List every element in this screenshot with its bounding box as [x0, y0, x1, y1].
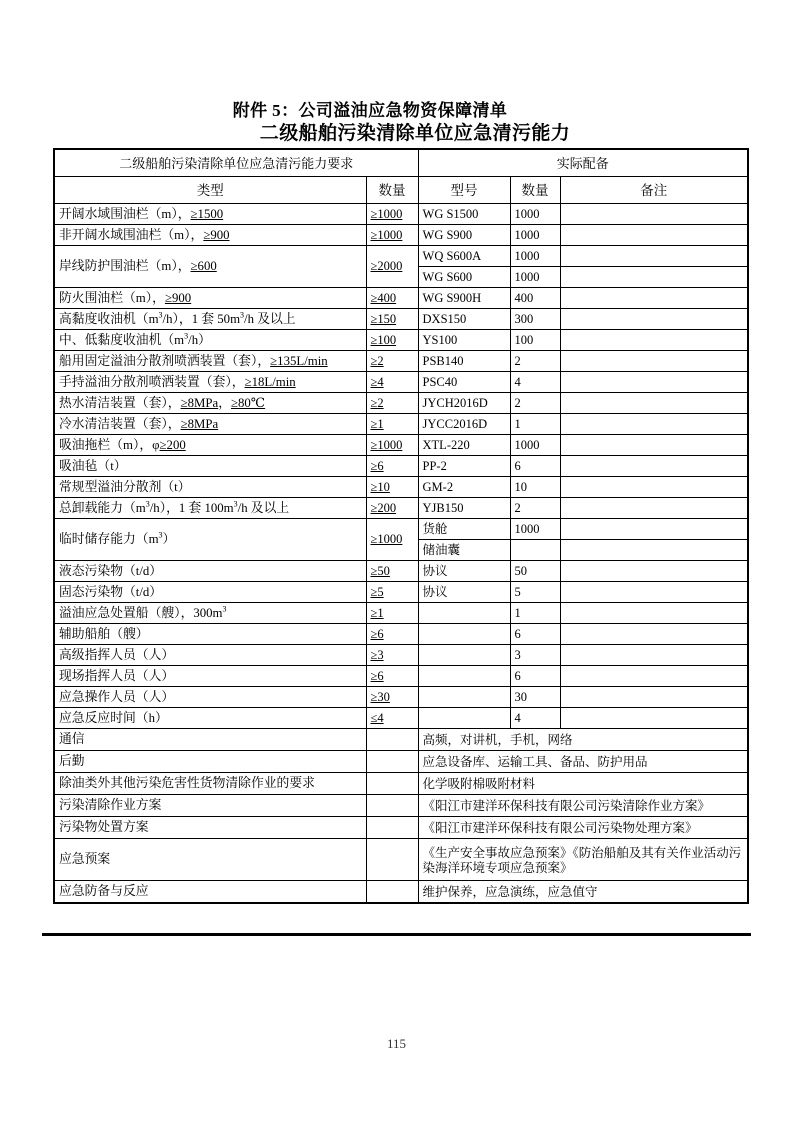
group-header-actual: 实际配备: [418, 149, 748, 177]
cell-model: [418, 624, 510, 645]
cell-remark: [560, 561, 748, 582]
cell-actual-quantity: 6: [510, 666, 560, 687]
cell-remark: [560, 708, 748, 729]
capability-table: [53, 148, 749, 904]
cell-model: WQ S600A: [418, 246, 510, 267]
cell-actual-quantity: 1: [510, 603, 560, 624]
table-column-header-row: [54, 177, 748, 204]
page-title-main: 二级船舶污染清除单位应急清污能力: [259, 123, 571, 144]
cell-remark: [560, 603, 748, 624]
table-row-span: [54, 795, 748, 817]
cell-actual-quantity: 1000: [510, 519, 560, 540]
cell-required-quantity: [366, 881, 418, 903]
cell-actual-quantity: 1000: [510, 435, 560, 456]
table-row-span: [54, 817, 748, 839]
cell-remark: [560, 414, 748, 435]
cell-content: 《生产安全事故应急预案》《防治船舶及其有关作业活动污染海洋环境专项应急预案》: [418, 839, 748, 881]
table-row: [54, 204, 748, 225]
cell-required-quantity: ≥30: [366, 687, 418, 708]
cell-model: 协议: [418, 582, 510, 603]
table-row: [54, 330, 748, 351]
table-row: [54, 624, 748, 645]
cell-type: 非开阔水域围油栏（m），≥900: [54, 225, 366, 246]
footer-divider: [42, 933, 751, 936]
cell-actual-quantity: 1000: [510, 225, 560, 246]
cell-type: 应急预案: [54, 839, 366, 881]
cell-actual-quantity: 4: [510, 372, 560, 393]
table-row: [54, 519, 748, 540]
cell-type: 液态污染物（t/d）: [54, 561, 366, 582]
table-row: [54, 309, 748, 330]
cell-remark: [560, 204, 748, 225]
cell-required-quantity: ≥400: [366, 288, 418, 309]
cell-type: 辅助船舶（艘）: [54, 624, 366, 645]
page-number: 115: [386, 1036, 407, 1051]
cell-model: DXS150: [418, 309, 510, 330]
table-row: [54, 456, 748, 477]
cell-required-quantity: ≥1: [366, 603, 418, 624]
cell-remark: [560, 267, 748, 288]
cell-remark: [560, 372, 748, 393]
cell-remark: [560, 666, 748, 687]
cell-actual-quantity: 3: [510, 645, 560, 666]
table-row-span: [54, 881, 748, 903]
cell-type: 吸油毡（t）: [54, 456, 366, 477]
cell-actual-quantity: 300: [510, 309, 560, 330]
cell-actual-quantity: 2: [510, 393, 560, 414]
cell-model: PSC40: [418, 372, 510, 393]
cell-content: 《阳江市建洋环保科技有限公司污染物处理方案》: [418, 817, 748, 839]
table-row: [54, 225, 748, 246]
cell-required-quantity: ≥200: [366, 498, 418, 519]
cell-required-quantity: ≥150: [366, 309, 418, 330]
cell-required-quantity: ≥6: [366, 456, 418, 477]
cell-remark: [560, 456, 748, 477]
cell-model: PSB140: [418, 351, 510, 372]
cell-type: 防火围油栏（m），≥900: [54, 288, 366, 309]
table-row: [54, 603, 748, 624]
cell-type: 现场指挥人员（人）: [54, 666, 366, 687]
cell-actual-quantity: 10: [510, 477, 560, 498]
cell-model: JYCC2016D: [418, 414, 510, 435]
cell-type: 开阔水域围油栏（m），≥1500: [54, 204, 366, 225]
table-row-span: [54, 729, 748, 751]
cell-actual-quantity: 1000: [510, 204, 560, 225]
table-group-header-row: [54, 149, 748, 177]
cell-type: 后勤: [54, 751, 366, 773]
cell-required-quantity: [366, 751, 418, 773]
cell-required-quantity: ≥2000: [366, 246, 418, 288]
cell-actual-quantity: [510, 540, 560, 561]
table-row: [54, 498, 748, 519]
cell-remark: [560, 519, 748, 540]
cell-actual-quantity: 400: [510, 288, 560, 309]
cell-actual-quantity: 1: [510, 414, 560, 435]
table-row: [54, 351, 748, 372]
cell-type: 高黏度收油机$(m^3/h)$，1 套 $50m^3/h$ 及以上: [54, 309, 366, 330]
cell-actual-quantity: 50: [510, 561, 560, 582]
cell-type: 除油类外其他污染危害性货物清除作业的要求: [54, 773, 366, 795]
cell-model: [418, 645, 510, 666]
cell-model: [418, 603, 510, 624]
cell-type: 岸线防护围油栏（m），≥600: [54, 246, 366, 288]
cell-required-quantity: ≥1000: [366, 435, 418, 456]
cell-model: WG S900H: [418, 288, 510, 309]
cell-actual-quantity: 1000: [510, 246, 560, 267]
cell-remark: [560, 288, 748, 309]
table-row: [54, 687, 748, 708]
cell-required-quantity: ≥6: [366, 666, 418, 687]
cell-remark: [560, 477, 748, 498]
cell-required-quantity: ≥3: [366, 645, 418, 666]
table-row: [54, 561, 748, 582]
cell-remark: [560, 582, 748, 603]
cell-required-quantity: ≥100: [366, 330, 418, 351]
cell-type: 应急反应时间（h）: [54, 708, 366, 729]
cell-remark: [560, 645, 748, 666]
table-row: [54, 645, 748, 666]
table-row: [54, 372, 748, 393]
cell-required-quantity: ≥2: [366, 351, 418, 372]
cell-required-quantity: [366, 729, 418, 751]
cell-model: GM-2: [418, 477, 510, 498]
cell-required-quantity: ≥5: [366, 582, 418, 603]
cell-type: 应急操作人员（人）: [54, 687, 366, 708]
cell-required-quantity: ≥1000: [366, 225, 418, 246]
cell-required-quantity: [366, 817, 418, 839]
table-row: [54, 414, 748, 435]
cell-remark: [560, 225, 748, 246]
column-header-req-qty: 数量: [366, 177, 418, 204]
cell-required-quantity: ≥2: [366, 393, 418, 414]
cell-model: YS100: [418, 330, 510, 351]
cell-model: PP-2: [418, 456, 510, 477]
table-row-span: [54, 773, 748, 795]
cell-type: 溢油应急处置船（艘），$300m^3$: [54, 603, 366, 624]
cell-type: 污染清除作业方案: [54, 795, 366, 817]
cell-content: 《阳江市建洋环保科技有限公司污染清除作业方案》: [418, 795, 748, 817]
cell-remark: [560, 435, 748, 456]
table-row: [54, 393, 748, 414]
cell-model: YJB150: [418, 498, 510, 519]
title-block: [53, 100, 747, 146]
table-row-span: [54, 839, 748, 881]
table-row: [54, 477, 748, 498]
cell-remark: [560, 498, 748, 519]
column-header-type: 类型: [54, 177, 366, 204]
cell-remark: [560, 393, 748, 414]
cell-type: 总卸载能力$(m^3/h)$，1 套 $100m^3/h$ 及以上: [54, 498, 366, 519]
cell-required-quantity: ≥6: [366, 624, 418, 645]
cell-type: 中、低黏度收油机$(m^3/h)$: [54, 330, 366, 351]
cell-actual-quantity: 4: [510, 708, 560, 729]
cell-actual-quantity: 6: [510, 456, 560, 477]
cell-remark: [560, 540, 748, 561]
cell-model: WG S900: [418, 225, 510, 246]
cell-required-quantity: ≥4: [366, 372, 418, 393]
cell-required-quantity: [366, 839, 418, 881]
cell-content: 高频，对讲机，手机，网络: [418, 729, 748, 751]
cell-actual-quantity: 2: [510, 498, 560, 519]
cell-model: 协议: [418, 561, 510, 582]
cell-type: 热水清洁装置（套），≥8MPa，≥80℃: [54, 393, 366, 414]
cell-model: 货舱: [418, 519, 510, 540]
column-header-remark: 备注: [560, 177, 748, 204]
table-row: [54, 708, 748, 729]
column-header-model: 型号: [418, 177, 510, 204]
table-row: [54, 435, 748, 456]
cell-type: 通信: [54, 729, 366, 751]
group-header-requirement: 二级船舶污染清除单位应急清污能力要求: [54, 149, 418, 177]
cell-type: 船用固定溢油分散剂喷洒装置（套），≥135L/min: [54, 351, 366, 372]
cell-remark: [560, 330, 748, 351]
cell-remark: [560, 246, 748, 267]
cell-model: WG S600: [418, 267, 510, 288]
cell-actual-quantity: 100: [510, 330, 560, 351]
cell-type: 污染物处置方案: [54, 817, 366, 839]
cell-type: 手持溢油分散剂喷洒装置（套），≥18L/min: [54, 372, 366, 393]
cell-model: XTL-220: [418, 435, 510, 456]
cell-required-quantity: ≥1000: [366, 204, 418, 225]
cell-actual-quantity: 2: [510, 351, 560, 372]
table-row: [54, 288, 748, 309]
cell-remark: [560, 351, 748, 372]
cell-model: WG S1500: [418, 204, 510, 225]
cell-content: 化学吸附棉吸附材料: [418, 773, 748, 795]
cell-remark: [560, 687, 748, 708]
capability-table-wrapper: [53, 148, 747, 904]
cell-actual-quantity: 6: [510, 624, 560, 645]
table-row: [54, 582, 748, 603]
cell-model: [418, 708, 510, 729]
cell-actual-quantity: 1000: [510, 267, 560, 288]
column-header-act-qty: 数量: [510, 177, 560, 204]
cell-actual-quantity: 5: [510, 582, 560, 603]
cell-type: 冷水清洁装置（套），≥8MPa: [54, 414, 366, 435]
cell-model: 储油囊: [418, 540, 510, 561]
cell-actual-quantity: 30: [510, 687, 560, 708]
cell-type: 固态污染物（t/d）: [54, 582, 366, 603]
cell-required-quantity: ≥1000: [366, 519, 418, 561]
cell-required-quantity: ≥1: [366, 414, 418, 435]
cell-remark: [560, 624, 748, 645]
cell-type: 高级指挥人员（人）: [54, 645, 366, 666]
page-title-attachment: 附件 5：公司溢油应急物资保障清单: [232, 101, 508, 120]
cell-remark: [560, 309, 748, 330]
table-row: [54, 246, 748, 267]
table-row-span: [54, 751, 748, 773]
cell-required-quantity: [366, 773, 418, 795]
cell-type: 应急防备与反应: [54, 881, 366, 903]
cell-type: 临时储存能力$(m^3)$: [54, 519, 366, 561]
table-row: [54, 666, 748, 687]
cell-content: 应急设备库、运输工具、备品、防护用品: [418, 751, 748, 773]
cell-content: 维护保养，应急演练，应急值守: [418, 881, 748, 903]
cell-model: [418, 666, 510, 687]
cell-type: 常规型溢油分散剂（t）: [54, 477, 366, 498]
cell-model: JYCH2016D: [418, 393, 510, 414]
cell-model: [418, 687, 510, 708]
cell-required-quantity: [366, 795, 418, 817]
cell-required-quantity: ≥50: [366, 561, 418, 582]
cell-required-quantity: ≥10: [366, 477, 418, 498]
cell-type: 吸油拖栏（m），φ≥200: [54, 435, 366, 456]
cell-required-quantity: ≤4: [366, 708, 418, 729]
